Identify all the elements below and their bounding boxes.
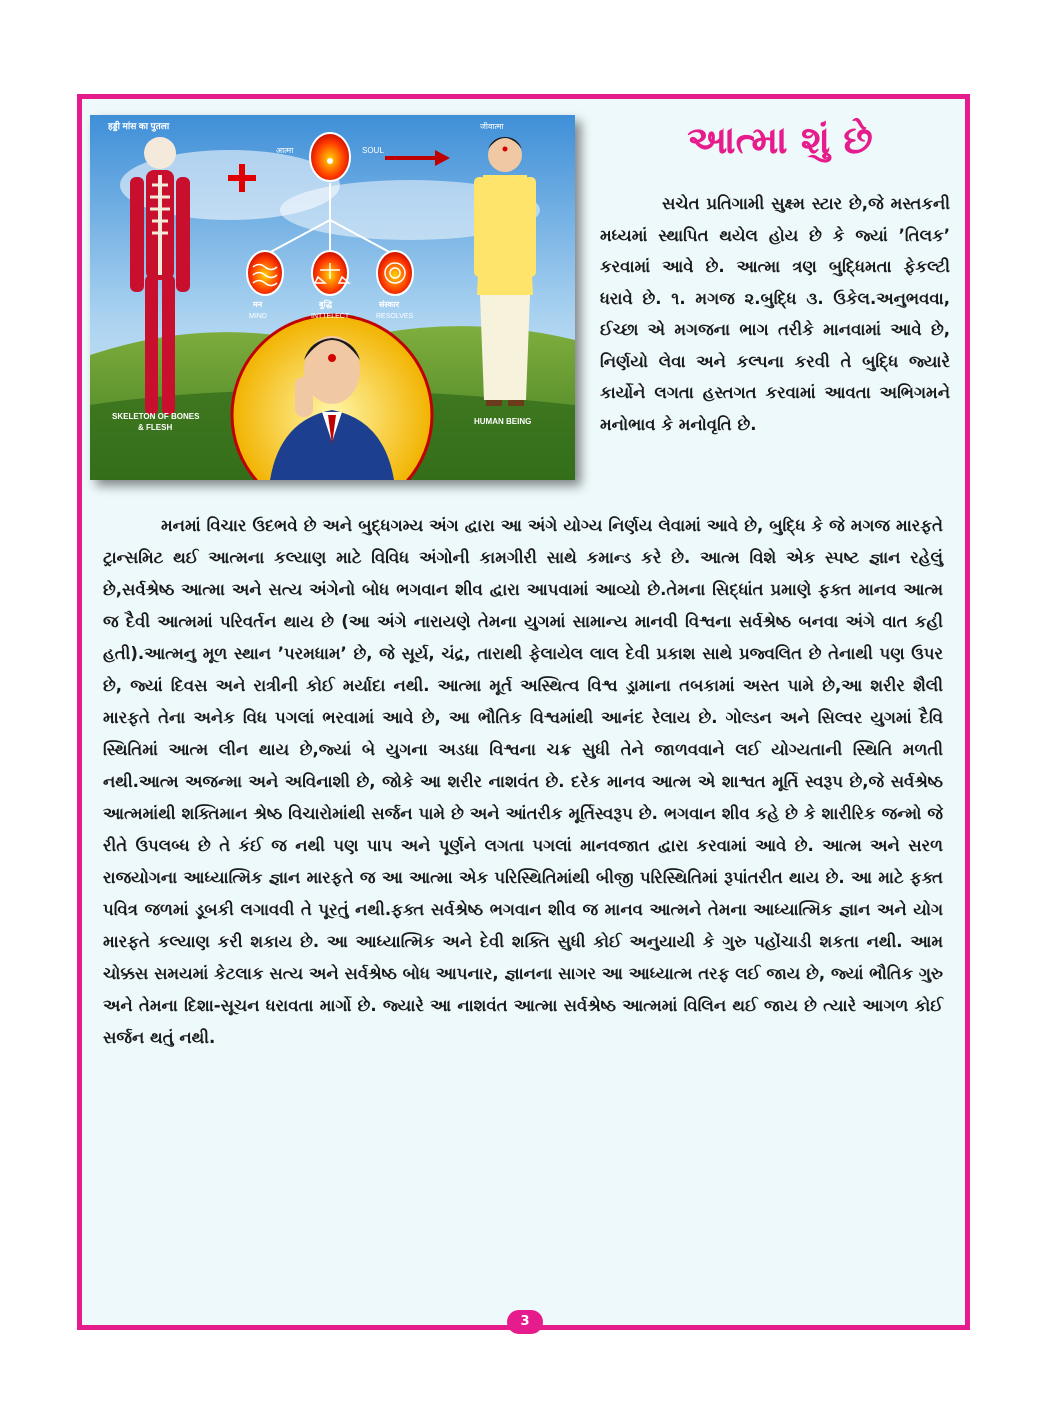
body-text: મનમાં વિચાર ઉદભવે છે અને બુદ્ધગમ્ય અંગ દ્વારા આ અંગે યોગ્ય નિર્ણય લેવામાં આવે છે, બુદ્ધિ કે જે મગજ મારફતે ટ્રાન્સમિટ થઈ આત્મના કલ્યાણ માટે વિવિધ અંગોની કામગીરી સાથે કમાન્ડ કરે છે. આત્મ વિશે એક સ્પષ્ટ જ્ઞાન રહેલું છે,સર્વશ્રેષ્ઠ આત્મા અને સત્ય અંગેનો બોધ ભગવાન શીવ દ્વારા આપવામાં આવ્યો છે.તેમના સિદ્ધાંત પ્રમાણે ફક્ત માનવ આત્મ જ દૈવી આત્મમાં પરિવર્તન થાય છે (આ અંગે નારાયણે તેમના યુગમાં સામાન્ય માનવી વિશ્વના સર્વશ્રેષ્ઠ બનવા અંગે વાત કહી હતી).આત્મનુ મૂળ સ્થાન ’પરમધામ’ છે, જે સૂર્ય, ચંદ્ર, તારાથી ફેલાયેલ લાલ દેવી પ્રકાશ સાથે પ્રજ્વલિત છે તેનાથી પણ ઉપર છે, જ્યાં દિવસ અને રાત્રીની કોઈ મર્યાદા નથી. આત્મા મૂર્ત અસ્થિત્વ વિશ્વ ડ્રામાના તબકામાં અસ્ત પામે છે,આ શરીર શૈલી મારફતે તેના અનેક વિધ પગલાં ભરવામાં આવે છે, આ ભૌતિક વિશ્વમાંથી આનંદ રેલાય છે. ગોલ્ડન અને સિલ્વર યુગમાં દૈવિ સ્થિતિમાં આત્મ લીન થાય છે,જ્યાં બે યુગના અડધા વિશ્વના ચક્ર સુધી તેને જાળવવાને લઈ યોગ્યતાની સ્થિતિ મળતી નથી.આત્મ અજન્મા અને અવિનાશી છે, જોકે આ શરીર નાશવંત છે. દરેક માનવ આત્મ એ શાશ્વત મૂર્તિ સ્વરૂપ છે,જે સર્વશ્રેષ્ઠ આત્મમાંથી શક્તિમાન શ્રેષ્ઠ વિચારોમાંથી સર્જન પામે છે અને આંતરીક મૂર્તિસ્વરૂપ છે. ભગવાન શીવ કહે છે કે શારીરિક જન્મો જે રીતે ઉપલબ્ધ છે તે કંઈ જ નથી પણ પાપ અને પૂર્ણને લગતા પગલાં માનવજાત દ્વારા કરવામાં આવે છે. આત્મ અને સરળ રાજયોગના આધ્યાત્મિક જ્ઞાન મારફતે જ આ આત્મા એક પરિસ્થિતિમાંથી બીજી પરિસ્થિતિમાં રૂપાંતરીત થાય છે. આ માટે ફક્ત પવિત્ર જળમાં ડૂબકી લગાવવી તે પૂરતું નથી.ફક્ત સર્વશ્રેષ્ઠ ભગવાન શીવ જ માનવ આત્મને તેમના આધ્યાત્મિક જ્ઞાન અને યોગ મારફતે કલ્યાણ કરી શકાય છે. આ આધ્યાત્મિક અને દેવી શક્તિ સુધી કોઈ અનુયાયી કે ગુરુ પહોંચાડી શકતા નથી. આમ ચોક્કસ સમયમાં કેટલાક સત્ય અને સર્વશ્રેષ્ઠ બોધ આપનાર, જ્ઞાનના સાગર આ આધ્યાત્મ તરફ લઈ જાય છે, જ્યાં ભૌતિક ગુરુ અને તેમના દિશા-સૂચન ધરાવતા માર્ગો છે. જ્યારે આ નાશવંત આત્મા સર્વશ્રેષ્ઠ આત્મમાં વિલિન થઈ જાય છે ત્યારે આગળ કોઈ સર્જન થતું નથી.	[103, 516, 943, 1047]
label-human: HUMAN BEING	[474, 417, 532, 426]
illustration-svg	[90, 115, 575, 480]
label-mind: MIND	[249, 313, 267, 320]
label-top-right: जीवात्मा	[480, 122, 504, 131]
label-top-left: हड्डी मांस का पुतला	[108, 121, 170, 131]
page-number: 3	[507, 1310, 543, 1334]
resolves-egg	[377, 251, 413, 295]
soul-illustration	[90, 115, 575, 480]
human-being-figure	[474, 137, 536, 406]
body-paragraph	[103, 510, 943, 1054]
label-resolves: RESOLVES	[376, 313, 414, 320]
label-soul: SOUL	[362, 146, 384, 155]
intro-paragraph	[600, 188, 950, 440]
page-title: આત્મા શું છે	[687, 118, 873, 162]
label-skeleton-2: & FLESH	[138, 423, 173, 432]
label-intellect: INTTELECT	[311, 313, 350, 320]
mind-egg	[247, 251, 283, 295]
label-sanskar: संस्कार	[379, 300, 400, 309]
label-buddhi: बुद्धि	[319, 300, 333, 309]
soul-egg	[310, 133, 350, 181]
intro-text: સચેત પ્રતિગામી સુક્ષ્મ સ્ટાર છે,જે મસ્તકની મધ્યમાં સ્થાપિત થયેલ હોય છે કે જ્યાં ’તિલક’ કરવામાં આવે છે. આત્મા ત્રણ બુદ્ધિમતા ફેકલ્ટી ધરાવે છે. ૧. મગજ ૨.બુદ્ધિ ૩. ઉકેલ.અનુભવવા, ઈચ્છા એ મગજના ભાગ તરીકે માનવામાં આવે છે, નિર્ણયો લેવા અને કલ્પના કરવી તે બુદ્ધિ જ્યારે કાર્યોને લગતા હસ્તગત કરવામાં આવતા અભિગમને મનોભાવ કે મનોવૃતિ છે.	[600, 194, 950, 434]
label-skeleton-1: SKELETON OF BONES	[112, 412, 200, 421]
label-atma: आत्मा	[276, 146, 294, 155]
label-man: मन	[253, 300, 263, 309]
